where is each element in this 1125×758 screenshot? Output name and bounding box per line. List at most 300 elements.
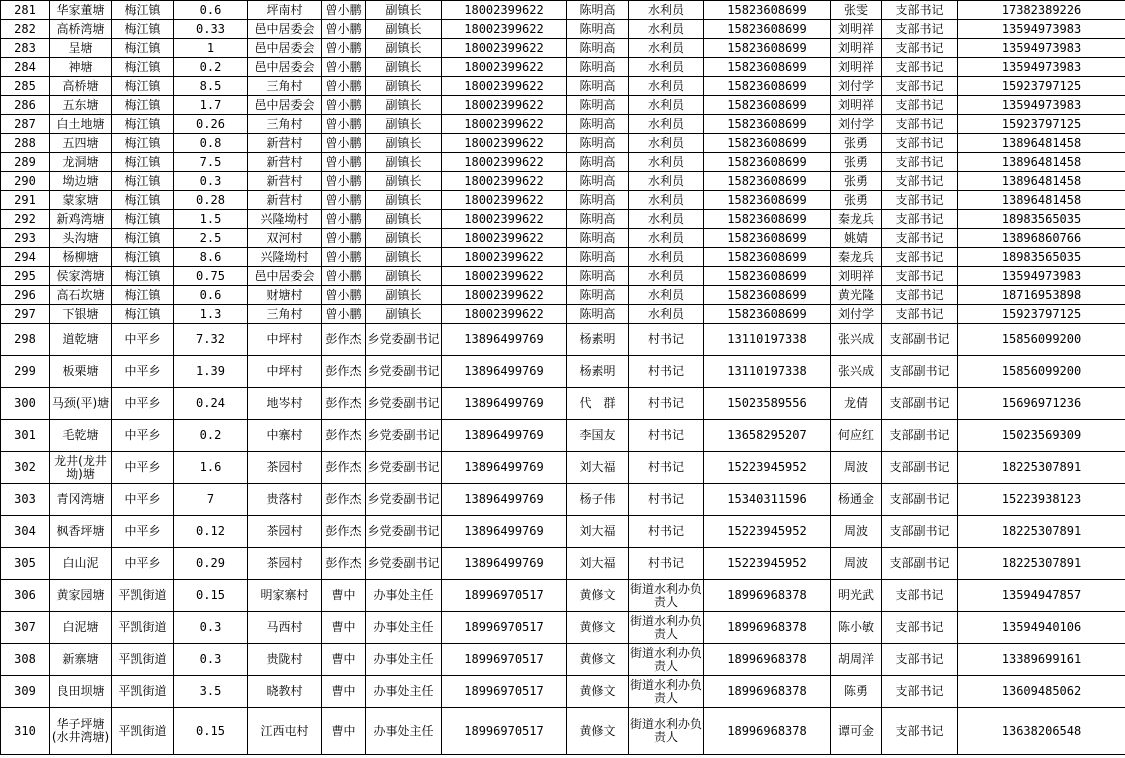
capacity-cell: 8.6 [174,248,248,267]
table-row [1,516,1125,548]
capacity-cell: 7.32 [174,324,248,356]
admin-leader-cell: 曾小鹏 [322,248,366,267]
village-cell: 新营村 [248,153,322,172]
tech-leader-cell: 陈明高 [567,305,629,324]
admin-title-cell: 副镇长 [366,210,442,229]
table-row [1,229,1125,248]
tech-leader-cell: 陈明高 [567,248,629,267]
tech-phone-cell: 15223945952 [704,516,831,548]
township-cell: 梅江镇 [112,58,174,77]
admin-phone-cell: 13896499769 [442,356,567,388]
table-row [1,548,1125,580]
tech-leader-cell: 代 群 [567,388,629,420]
row-number-cell: 285 [1,77,50,96]
admin-title-cell: 副镇长 [366,267,442,286]
row-number-cell: 294 [1,248,50,267]
pond-name-cell: 马颈(平)塘 [50,388,112,420]
village-phone-cell: 15856099200 [958,324,1125,356]
table-row [1,248,1125,267]
township-cell: 梅江镇 [112,39,174,58]
admin-phone-cell: 18002399622 [442,210,567,229]
table-row [1,39,1125,58]
tech-leader-cell: 陈明高 [567,153,629,172]
village-leader-cell: 黄光隆 [831,286,882,305]
village-leader-cell: 秦龙兵 [831,248,882,267]
row-number-cell: 309 [1,676,50,708]
village-leader-cell: 陈小敏 [831,612,882,644]
capacity-cell: 0.15 [174,708,248,755]
tech-leader-cell: 陈明高 [567,58,629,77]
village-phone-cell: 13594973983 [958,58,1125,77]
capacity-cell: 1.7 [174,96,248,115]
capacity-cell: 0.33 [174,20,248,39]
village-phone-cell: 15923797125 [958,77,1125,96]
township-cell: 梅江镇 [112,248,174,267]
tech-phone-cell: 15823608699 [704,210,831,229]
village-leader-cell: 明光武 [831,580,882,612]
admin-title-cell: 办事处主任 [366,708,442,755]
village-phone-cell: 13594947857 [958,580,1125,612]
admin-leader-cell: 曾小鹏 [322,77,366,96]
village-title-cell: 支部书记 [882,134,958,153]
tech-leader-cell: 陈明高 [567,210,629,229]
capacity-cell: 0.15 [174,580,248,612]
village-leader-cell: 刘明祥 [831,267,882,286]
admin-leader-cell: 曹中 [322,612,366,644]
township-cell: 梅江镇 [112,20,174,39]
tech-title-cell: 水利员 [629,153,704,172]
admin-title-cell: 乡党委副书记 [366,324,442,356]
admin-phone-cell: 18002399622 [442,267,567,286]
village-phone-cell: 13594973983 [958,267,1125,286]
admin-title-cell: 乡党委副书记 [366,420,442,452]
row-number-cell: 304 [1,516,50,548]
tech-title-cell: 村书记 [629,356,704,388]
village-cell: 晓教村 [248,676,322,708]
capacity-cell: 3.5 [174,676,248,708]
township-cell: 中平乡 [112,356,174,388]
township-cell: 梅江镇 [112,210,174,229]
village-title-cell: 支部书记 [882,153,958,172]
village-cell: 新营村 [248,134,322,153]
admin-title-cell: 副镇长 [366,115,442,134]
admin-leader-cell: 彭作杰 [322,324,366,356]
village-title-cell: 支部副书记 [882,452,958,484]
pond-name-cell: 白山泥 [50,548,112,580]
tech-title-cell: 街道水利办负责人 [629,708,704,755]
admin-leader-cell: 曹中 [322,708,366,755]
tech-leader-cell: 刘大福 [567,548,629,580]
pond-name-cell: 神塘 [50,58,112,77]
tech-leader-cell: 杨子伟 [567,484,629,516]
admin-title-cell: 乡党委副书记 [366,388,442,420]
admin-title-cell: 办事处主任 [366,644,442,676]
admin-title-cell: 办事处主任 [366,612,442,644]
admin-phone-cell: 18002399622 [442,58,567,77]
table-row [1,210,1125,229]
admin-leader-cell: 曾小鹏 [322,267,366,286]
pond-name-cell: 下银塘 [50,305,112,324]
table-row [1,115,1125,134]
admin-leader-cell: 曾小鹏 [322,134,366,153]
village-leader-cell: 张勇 [831,172,882,191]
village-title-cell: 支部副书记 [882,420,958,452]
township-cell: 中平乡 [112,516,174,548]
capacity-cell: 0.3 [174,612,248,644]
pond-name-cell: 高桥塘 [50,77,112,96]
pond-name-cell: 高石坎塘 [50,286,112,305]
admin-phone-cell: 13896499769 [442,324,567,356]
admin-leader-cell: 彭作杰 [322,356,366,388]
row-number-cell: 301 [1,420,50,452]
village-phone-cell: 13896860766 [958,229,1125,248]
village-cell: 贵陇村 [248,644,322,676]
village-title-cell: 支部书记 [882,96,958,115]
admin-leader-cell: 曾小鹏 [322,172,366,191]
admin-leader-cell: 曹中 [322,580,366,612]
village-phone-cell: 13594973983 [958,96,1125,115]
row-number-cell: 295 [1,267,50,286]
admin-title-cell: 副镇长 [366,39,442,58]
tech-phone-cell: 15340311596 [704,484,831,516]
village-title-cell: 支部书记 [882,210,958,229]
tech-title-cell: 水利员 [629,96,704,115]
village-leader-cell: 周波 [831,516,882,548]
row-number-cell: 287 [1,115,50,134]
village-leader-cell: 陈勇 [831,676,882,708]
village-phone-cell: 18716953898 [958,286,1125,305]
tech-title-cell: 街道水利办负责人 [629,644,704,676]
pond-name-cell: 白泥塘 [50,612,112,644]
admin-phone-cell: 18002399622 [442,96,567,115]
village-phone-cell: 17382389226 [958,1,1125,20]
capacity-cell: 0.26 [174,115,248,134]
row-number-cell: 286 [1,96,50,115]
admin-title-cell: 副镇长 [366,58,442,77]
tech-leader-cell: 刘大福 [567,516,629,548]
village-title-cell: 支部书记 [882,58,958,77]
row-number-cell: 297 [1,305,50,324]
village-leader-cell: 张勇 [831,191,882,210]
admin-phone-cell: 13896499769 [442,548,567,580]
village-phone-cell: 18225307891 [958,452,1125,484]
village-cell: 兴隆坳村 [248,210,322,229]
tech-leader-cell: 陈明高 [567,77,629,96]
village-phone-cell: 15023569309 [958,420,1125,452]
village-cell: 坪南村 [248,1,322,20]
row-number-cell: 307 [1,612,50,644]
capacity-cell: 7.5 [174,153,248,172]
row-number-cell: 306 [1,580,50,612]
village-title-cell: 支部副书记 [882,324,958,356]
row-number-cell: 310 [1,708,50,755]
tech-phone-cell: 13110197338 [704,356,831,388]
row-number-cell: 291 [1,191,50,210]
admin-title-cell: 办事处主任 [366,580,442,612]
admin-phone-cell: 18996970517 [442,580,567,612]
township-cell: 中平乡 [112,548,174,580]
pond-name-cell: 五东塘 [50,96,112,115]
village-cell: 中寨村 [248,420,322,452]
village-cell: 财塘村 [248,286,322,305]
row-number-cell: 289 [1,153,50,172]
township-cell: 中平乡 [112,420,174,452]
village-phone-cell: 18225307891 [958,516,1125,548]
admin-title-cell: 副镇长 [366,96,442,115]
table-row [1,388,1125,420]
admin-phone-cell: 18002399622 [442,115,567,134]
tech-phone-cell: 15823608699 [704,134,831,153]
admin-title-cell: 副镇长 [366,229,442,248]
tech-phone-cell: 15823608699 [704,115,831,134]
tech-title-cell: 水利员 [629,286,704,305]
tech-leader-cell: 陈明高 [567,286,629,305]
pond-name-cell: 侯家湾塘 [50,267,112,286]
capacity-cell: 2.5 [174,229,248,248]
village-cell: 江西屯村 [248,708,322,755]
admin-leader-cell: 曾小鹏 [322,210,366,229]
pond-name-cell: 龙洞塘 [50,153,112,172]
admin-phone-cell: 18002399622 [442,305,567,324]
village-leader-cell: 龙倩 [831,388,882,420]
village-leader-cell: 秦龙兵 [831,210,882,229]
row-number-cell: 296 [1,286,50,305]
row-number-cell: 305 [1,548,50,580]
tech-phone-cell: 13110197338 [704,324,831,356]
row-number-cell: 292 [1,210,50,229]
admin-phone-cell: 13896499769 [442,452,567,484]
pond-name-cell: 坳边塘 [50,172,112,191]
tech-phone-cell: 18996968378 [704,644,831,676]
township-cell: 平凯街道 [112,580,174,612]
table-row [1,676,1125,708]
tech-leader-cell: 陈明高 [567,229,629,248]
table-row [1,20,1125,39]
admin-leader-cell: 曾小鹏 [322,96,366,115]
tech-phone-cell: 15823608699 [704,20,831,39]
tech-title-cell: 村书记 [629,452,704,484]
village-phone-cell: 13609485062 [958,676,1125,708]
tech-phone-cell: 15023589556 [704,388,831,420]
admin-phone-cell: 13896499769 [442,516,567,548]
tech-title-cell: 水利员 [629,172,704,191]
capacity-cell: 0.8 [174,134,248,153]
admin-phone-cell: 13896499769 [442,420,567,452]
admin-title-cell: 副镇长 [366,134,442,153]
township-cell: 梅江镇 [112,134,174,153]
village-cell: 邑中居委会 [248,39,322,58]
pond-name-cell: 新寨塘 [50,644,112,676]
village-title-cell: 支部书记 [882,1,958,20]
village-cell: 中坪村 [248,356,322,388]
admin-phone-cell: 13896499769 [442,388,567,420]
tech-phone-cell: 15823608699 [704,96,831,115]
table-row [1,484,1125,516]
village-cell: 中坪村 [248,324,322,356]
admin-title-cell: 乡党委副书记 [366,516,442,548]
village-leader-cell: 刘明祥 [831,96,882,115]
row-number-cell: 293 [1,229,50,248]
row-number-cell: 308 [1,644,50,676]
pond-name-cell: 青冈湾塘 [50,484,112,516]
pond-name-cell: 五四塘 [50,134,112,153]
admin-leader-cell: 曹中 [322,676,366,708]
capacity-cell: 0.75 [174,267,248,286]
township-cell: 平凯街道 [112,708,174,755]
admin-title-cell: 副镇长 [366,77,442,96]
tech-leader-cell: 刘大福 [567,452,629,484]
admin-phone-cell: 18002399622 [442,39,567,58]
village-cell: 邑中居委会 [248,96,322,115]
capacity-cell: 0.3 [174,644,248,676]
village-phone-cell: 13896481458 [958,153,1125,172]
township-cell: 中平乡 [112,324,174,356]
capacity-cell: 1.6 [174,452,248,484]
village-title-cell: 支部书记 [882,39,958,58]
township-cell: 中平乡 [112,484,174,516]
tech-phone-cell: 15823608699 [704,191,831,210]
tech-title-cell: 水利员 [629,115,704,134]
admin-leader-cell: 彭作杰 [322,516,366,548]
tech-phone-cell: 15223945952 [704,452,831,484]
village-phone-cell: 13594973983 [958,39,1125,58]
tech-leader-cell: 陈明高 [567,115,629,134]
admin-phone-cell: 18002399622 [442,248,567,267]
table-row [1,191,1125,210]
admin-leader-cell: 曾小鹏 [322,286,366,305]
village-cell: 地岑村 [248,388,322,420]
tech-phone-cell: 15823608699 [704,305,831,324]
tech-title-cell: 街道水利办负责人 [629,676,704,708]
table-row [1,356,1125,388]
village-leader-cell: 张兴成 [831,356,882,388]
row-number-cell: 300 [1,388,50,420]
tech-leader-cell: 陈明高 [567,191,629,210]
table-row [1,286,1125,305]
village-leader-cell: 张兴成 [831,324,882,356]
tech-leader-cell: 杨素明 [567,324,629,356]
village-title-cell: 支部书记 [882,676,958,708]
pond-name-cell: 蒙家塘 [50,191,112,210]
village-leader-cell: 张勇 [831,134,882,153]
admin-phone-cell: 18996970517 [442,644,567,676]
tech-title-cell: 水利员 [629,20,704,39]
pond-name-cell: 白土地塘 [50,115,112,134]
tech-title-cell: 村书记 [629,516,704,548]
tech-phone-cell: 15823608699 [704,77,831,96]
village-phone-cell: 13594973983 [958,20,1125,39]
tech-title-cell: 水利员 [629,191,704,210]
row-number-cell: 288 [1,134,50,153]
township-cell: 梅江镇 [112,77,174,96]
table-row [1,58,1125,77]
row-number-cell: 282 [1,20,50,39]
table-row [1,134,1125,153]
tech-phone-cell: 18996968378 [704,612,831,644]
table-row [1,153,1125,172]
pond-name-cell: 新鸡湾塘 [50,210,112,229]
village-phone-cell: 18225307891 [958,548,1125,580]
admin-leader-cell: 曾小鹏 [322,58,366,77]
tech-title-cell: 水利员 [629,134,704,153]
admin-phone-cell: 18002399622 [442,77,567,96]
tech-leader-cell: 黄修文 [567,580,629,612]
table-row [1,305,1125,324]
capacity-cell: 1.5 [174,210,248,229]
village-title-cell: 支部书记 [882,580,958,612]
admin-phone-cell: 18002399622 [442,1,567,20]
village-phone-cell: 15856099200 [958,356,1125,388]
pond-name-cell: 毛乾塘 [50,420,112,452]
row-number-cell: 299 [1,356,50,388]
admin-title-cell: 副镇长 [366,172,442,191]
tech-leader-cell: 黄修文 [567,676,629,708]
table-row [1,612,1125,644]
tech-phone-cell: 18996968378 [704,708,831,755]
row-number-cell: 284 [1,58,50,77]
capacity-cell: 1.39 [174,356,248,388]
village-title-cell: 支部副书记 [882,516,958,548]
village-phone-cell: 15223938123 [958,484,1125,516]
admin-phone-cell: 18002399622 [442,286,567,305]
table-row [1,420,1125,452]
village-leader-cell: 周波 [831,548,882,580]
capacity-cell: 0.12 [174,516,248,548]
admin-phone-cell: 18002399622 [442,229,567,248]
admin-leader-cell: 曾小鹏 [322,1,366,20]
tech-phone-cell: 15823608699 [704,229,831,248]
row-number-cell: 303 [1,484,50,516]
township-cell: 中平乡 [112,452,174,484]
tech-phone-cell: 15223945952 [704,548,831,580]
pond-name-cell: 高桥湾塘 [50,20,112,39]
village-leader-cell: 谭可金 [831,708,882,755]
table-row [1,324,1125,356]
admin-leader-cell: 曾小鹏 [322,191,366,210]
township-cell: 梅江镇 [112,286,174,305]
tech-phone-cell: 15823608699 [704,39,831,58]
village-cell: 兴隆坳村 [248,248,322,267]
tech-leader-cell: 黄修文 [567,644,629,676]
village-title-cell: 支部副书记 [882,484,958,516]
tech-title-cell: 街道水利办负责人 [629,612,704,644]
pond-name-cell: 华子坪塘(水井湾塘) [50,708,112,755]
table-row [1,1,1125,20]
village-leader-cell: 刘明祥 [831,20,882,39]
village-title-cell: 支部副书记 [882,548,958,580]
tech-leader-cell: 陈明高 [567,1,629,20]
village-phone-cell: 15923797125 [958,115,1125,134]
admin-phone-cell: 18002399622 [442,172,567,191]
village-title-cell: 支部书记 [882,115,958,134]
pond-name-cell: 板栗塘 [50,356,112,388]
village-phone-cell: 13896481458 [958,172,1125,191]
admin-phone-cell: 18996970517 [442,708,567,755]
pond-name-cell: 杨柳塘 [50,248,112,267]
township-cell: 梅江镇 [112,305,174,324]
admin-leader-cell: 曾小鹏 [322,39,366,58]
village-cell: 三角村 [248,305,322,324]
admin-title-cell: 乡党委副书记 [366,484,442,516]
admin-leader-cell: 曾小鹏 [322,305,366,324]
township-cell: 梅江镇 [112,229,174,248]
tech-phone-cell: 15823608699 [704,267,831,286]
village-cell: 茶园村 [248,516,322,548]
capacity-cell: 0.28 [174,191,248,210]
village-leader-cell: 杨通金 [831,484,882,516]
village-cell: 新营村 [248,172,322,191]
pond-name-cell: 头沟塘 [50,229,112,248]
